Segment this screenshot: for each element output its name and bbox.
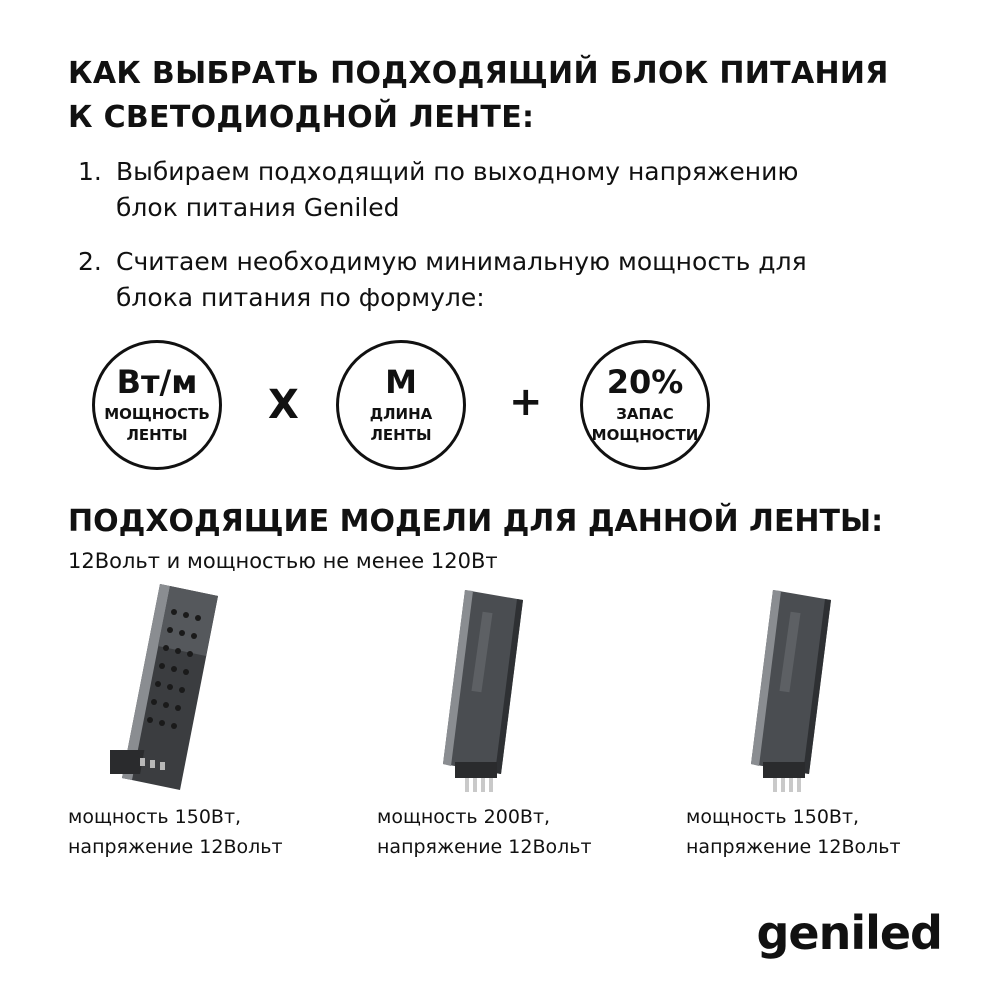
product-voltage: напряжение 12Вольт — [686, 836, 901, 858]
step-text-line: блок питания Geniled — [116, 193, 400, 222]
page-title — [68, 52, 948, 140]
step-2 — [78, 244, 958, 316]
formula-length-label: ЛЕНТЫ — [370, 426, 432, 444]
product-image-sealed-psu-150w — [733, 588, 853, 798]
models-title: ПОДХОДЯЩИЕ МОДЕЛИ ДЛЯ ДАННОЙ ЛЕНТЫ: — [68, 504, 884, 539]
step-text-line: блока питания по формуле: — [116, 283, 485, 312]
product-caption-1 — [68, 802, 348, 862]
brand-logo: geniled — [756, 906, 942, 960]
formula-power-unit: Вт/м — [116, 363, 198, 401]
product-power: мощность 200Вт, — [377, 806, 551, 828]
product-voltage: напряжение 12Вольт — [377, 836, 592, 858]
formula-length-label: ДЛИНА — [369, 405, 433, 423]
formula-length-unit: М — [385, 363, 417, 401]
multiply-operator: X — [268, 382, 299, 428]
title-line-1: КАК ВЫБРАТЬ ПОДХОДЯЩИЙ БЛОК ПИТАНИЯ — [68, 56, 889, 91]
formula-power-label: МОЩНОСТЬ — [104, 405, 210, 423]
formula-reserve-label: МОЩНОСТИ — [591, 426, 699, 444]
product-power: мощность 150Вт, — [68, 806, 242, 828]
step-number: 2. — [78, 247, 102, 276]
title-line-2: К СВЕТОДИОДНОЙ ЛЕНТЕ: — [68, 100, 535, 135]
formula-reserve-circle — [580, 340, 710, 470]
models-note: 12Вольт и мощностью не менее 120Вт — [68, 549, 498, 573]
formula-reserve-value: 20% — [606, 363, 684, 401]
product-caption-2 — [377, 802, 657, 862]
steps-list — [78, 154, 958, 334]
formula-reserve-label: ЗАПАС — [616, 405, 674, 423]
product-caption-3 — [686, 802, 966, 862]
step-1 — [78, 154, 958, 226]
step-text-line: Выбираем подходящий по выходному напряжению — [116, 157, 799, 186]
step-text-line: Считаем необходимую минимальную мощность для — [116, 247, 807, 276]
product-power: мощность 150Вт, — [686, 806, 860, 828]
formula-length-circle — [336, 340, 466, 470]
product-image-perforated-psu — [110, 582, 230, 792]
product-voltage: напряжение 12Вольт — [68, 836, 283, 858]
formula-power-circle — [92, 340, 222, 470]
plus-operator: + — [509, 379, 543, 425]
formula-power-label: ЛЕНТЫ — [126, 426, 188, 444]
step-number: 1. — [78, 157, 102, 186]
product-image-sealed-psu-200w — [425, 588, 545, 798]
